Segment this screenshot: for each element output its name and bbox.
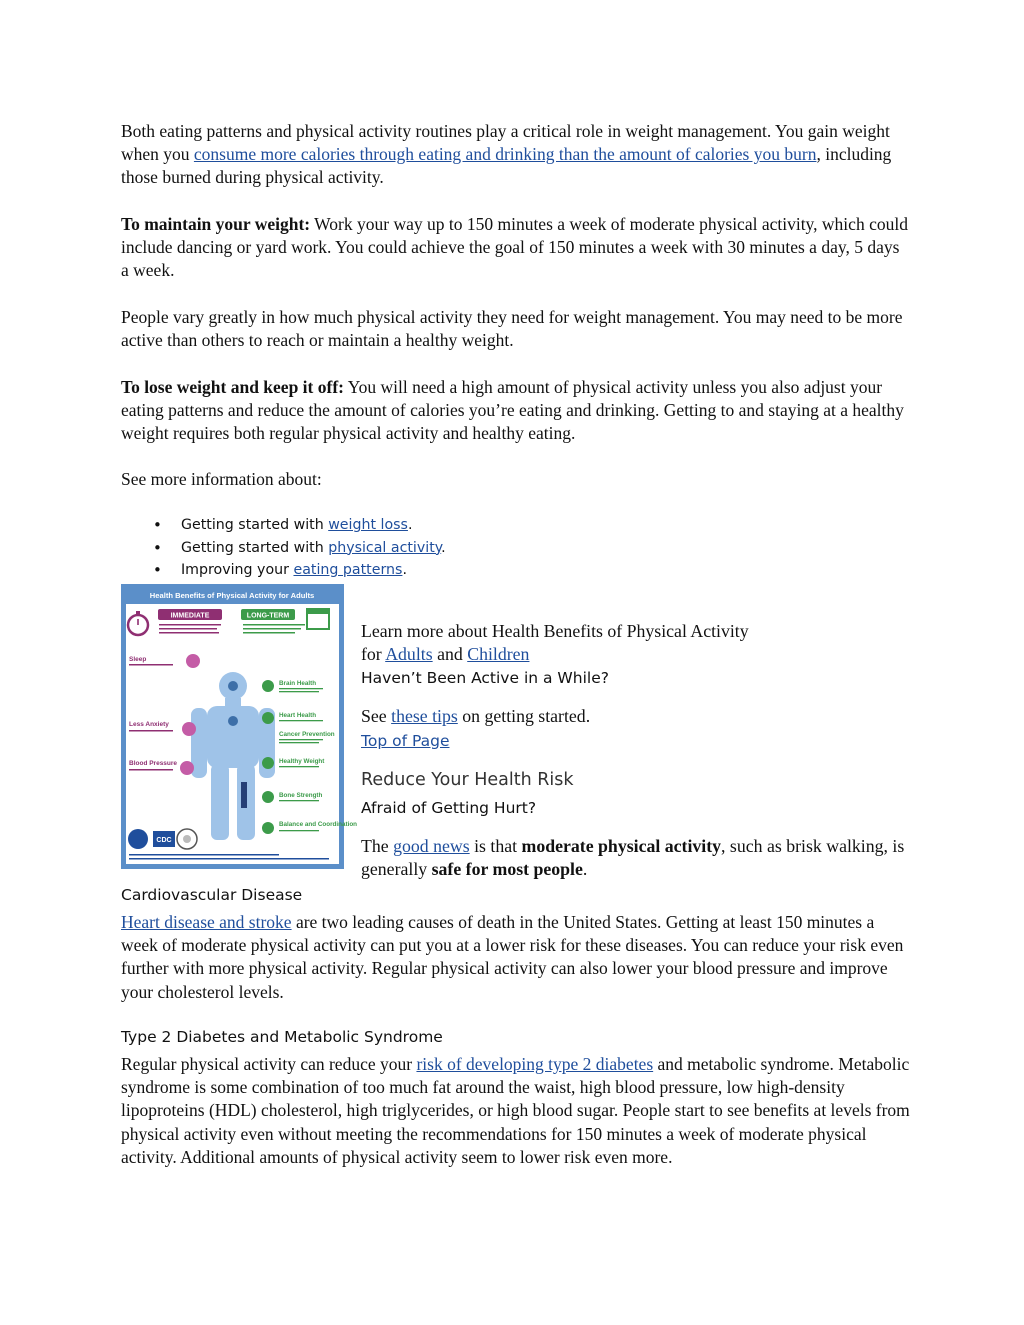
bullet-item-weight-loss [121, 514, 446, 537]
and-text: and [432, 644, 468, 665]
on-getting-text: on getting started. [457, 706, 591, 727]
adults-link[interactable]: Adults [385, 644, 433, 665]
maintain-paragraph [121, 213, 911, 283]
anxiety-icon [182, 722, 196, 736]
heart-icon [262, 712, 274, 724]
eating-patterns-link[interactable]: eating patterns [293, 562, 403, 578]
cardio-text: are two leading causes of death in the United States. Getting at least 150 minutes a week of moderate physical activity can put you at a lower risk for these diseases. You can reduce your risk even further with more physical activity. Regular physical activity can also lower your blood pressure and improve your cholesterol levels. [121, 912, 904, 1002]
see-more-text: See more information about: [121, 469, 322, 489]
hhs-logo-icon [128, 829, 148, 849]
balance-label: Balance and Coordination [279, 821, 358, 828]
see-tips-line [361, 705, 921, 728]
afraid-heading: Afraid of Getting Hurt? [361, 798, 537, 817]
bone-mark-icon [241, 782, 247, 808]
brain-icon [262, 680, 274, 692]
health-benefits-infographic[interactable] [121, 584, 358, 869]
bullet-prefix: Getting started with [181, 539, 329, 556]
diabetes-paragraph [121, 1053, 911, 1169]
diabetes-risk-link[interactable]: risk of developing type 2 diabetes [416, 1054, 654, 1074]
lose-paragraph [121, 376, 911, 446]
blood-pressure-icon [180, 761, 194, 775]
heart-disease-link[interactable]: Heart disease and stroke [121, 912, 292, 932]
maintain-text: Work your way up to 150 minutes a week of moderate physical activity, which could include dancing or yard work. You could achieve the goal of 150 minutes a week with 30 minutes a day, 5 days a week. [121, 214, 908, 281]
balance-icon [262, 822, 274, 834]
good-news-paragraph [361, 835, 921, 881]
these-tips-link[interactable]: these tips [391, 706, 458, 727]
bullet-item-physical-activity [121, 537, 446, 560]
cdc-logo-text: CDC [156, 837, 172, 844]
bone-strength-label: Bone Strength [279, 792, 323, 799]
immediate-text-lines [159, 624, 221, 634]
bullet-suffix: . [402, 562, 407, 578]
cdc-logo-icon [153, 831, 175, 847]
intro-text-a: Both eating patterns and physical activity routines play a critical role in weight management. You gain weight when you [121, 121, 890, 165]
diabetes-heading: Type 2 Diabetes and Metabolic Syndrome [121, 1028, 443, 1046]
side-panel [361, 620, 921, 881]
calories-link[interactable]: consume more calories through eating and drinking than the amount of calories you burn [193, 144, 817, 165]
audience-line [361, 643, 921, 666]
children-link[interactable]: Children [467, 644, 530, 665]
is-that-text: is that [469, 835, 522, 856]
for-text: for [361, 644, 386, 665]
cancer-prevention-label: Cancer Prevention [279, 731, 335, 738]
such-as-text: , such as brisk walking, is generally [361, 835, 905, 879]
cardio-paragraph [121, 911, 911, 1004]
heart-mark-icon [228, 716, 238, 726]
good-news-link[interactable]: good news [393, 835, 470, 856]
sleep-label: Sleep [129, 656, 147, 663]
lose-text: You will need a high amount of physical activity unless you also adjust your eating patterns and reduce the amount of calories you’re eating and drinking. Getting to and staying at a healthy weight requires both regular physical activity and healthy eating. [121, 377, 904, 444]
intro-text-b: , including those burned during physical activity. [121, 144, 892, 188]
infographic-title: Health Benefits of Physical Activity for Adults [149, 591, 315, 600]
bone-icon [262, 791, 274, 803]
scale-icon [262, 757, 274, 769]
bullet-prefix: Improving your [181, 562, 294, 578]
heart-health-label: Heart Health [279, 712, 317, 719]
the-text: The [361, 835, 394, 856]
see-text: See [361, 706, 392, 727]
top-of-page-link[interactable]: Top of Page [361, 731, 450, 750]
long-term-label: LONG-TERM [246, 612, 290, 620]
physical-activity-link[interactable]: physical activity [328, 539, 442, 556]
cardio-heading: Cardiovascular Disease [121, 886, 303, 904]
learn-more-line: Learn more about Health Benefits of Physical Activity [361, 621, 749, 641]
bullet-suffix: . [441, 539, 446, 556]
weight-loss-link[interactable]: weight loss [328, 517, 408, 533]
immediate-label: IMMEDIATE [170, 612, 210, 620]
healthy-weight-label: Healthy Weight [279, 758, 325, 765]
vary-paragraph: People vary greatly in how much physical activity they need for weight management. You may need to be more active than others to reach or maintain a healthy weight. [121, 307, 903, 351]
brain-health-label: Brain Health [279, 680, 317, 687]
info-bullet-list [121, 514, 446, 582]
intro-paragraph [121, 120, 911, 190]
safe-text: safe for most people [431, 858, 583, 879]
maintain-lead: To maintain your weight: [121, 214, 311, 234]
diabetes-text-a: Regular physical activity can reduce your [121, 1054, 417, 1074]
blood-pressure-label: Blood Pressure [129, 760, 178, 767]
reduce-risk-heading: Reduce Your Health Risk [361, 769, 574, 790]
top-of-page-line [361, 730, 921, 752]
sleep-icon [186, 654, 200, 668]
brain-mark-icon [228, 681, 238, 691]
moderate-activity-text: moderate physical activity [521, 835, 722, 856]
not-active-heading: Haven’t Been Active in a While? [361, 669, 609, 688]
bullet-item-eating-patterns [121, 559, 446, 582]
diabetes-text-b: and metabolic syndrome. Metabolic syndrome is some combination of too much fat around the waist, high blood pressure, low high-density lipoproteins (HDL) cholesterol, high triglycerides, or high blood sugar. People start to see benefits at levels from physical activity even without meeting the recommendations for 150 minutes a week of moderate physical activity. Additional amounts of physical activity seem to lower risk even more. [121, 1054, 910, 1167]
period-text: . [582, 858, 588, 879]
bullet-suffix: . [407, 517, 413, 533]
bullet-prefix: Getting started with [181, 517, 329, 533]
lose-lead: To lose weight and keep it off: [121, 377, 344, 397]
anxiety-label: Less Anxiety [129, 721, 169, 728]
